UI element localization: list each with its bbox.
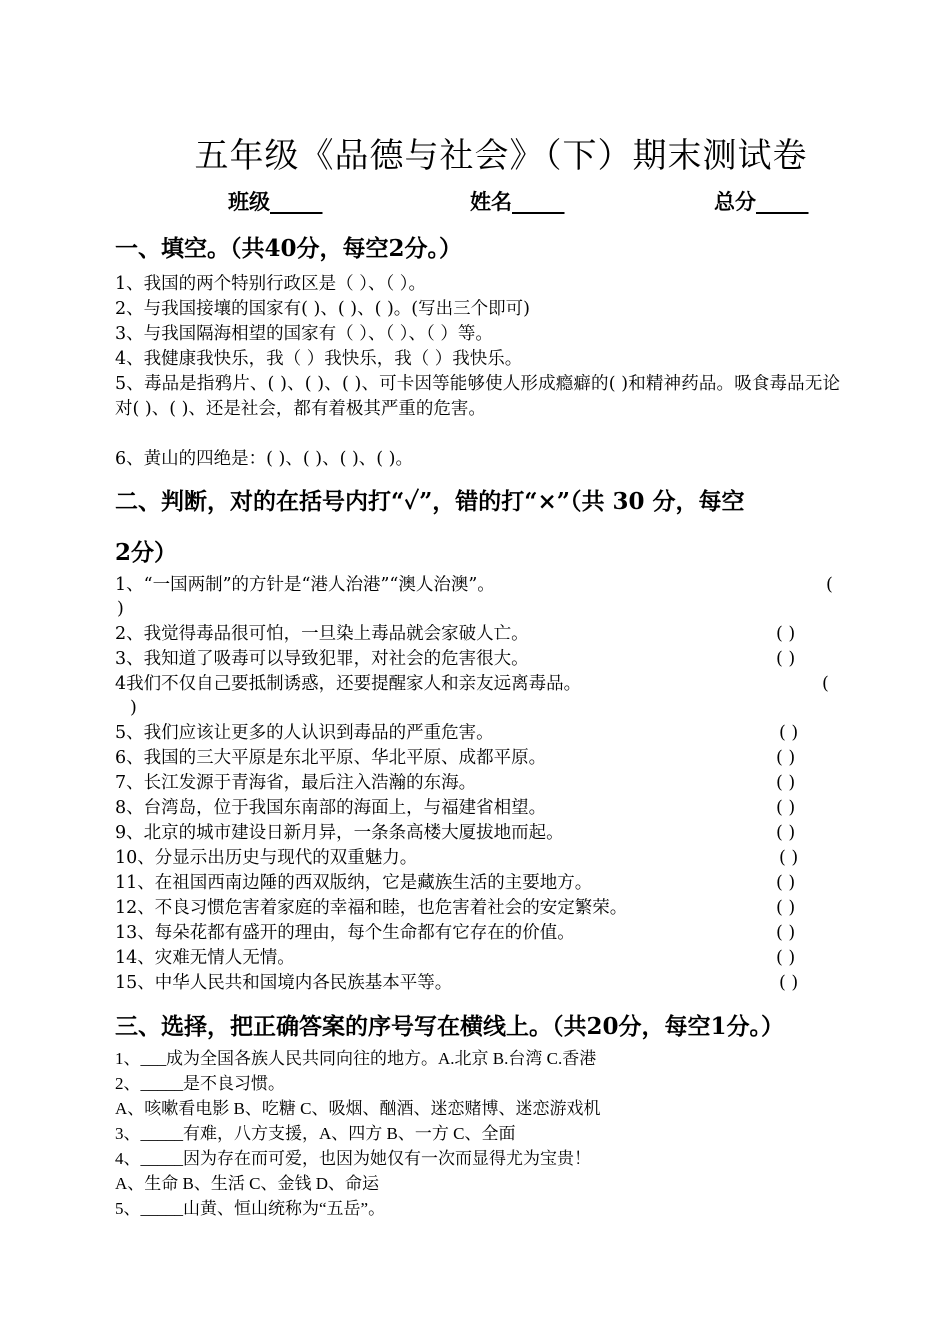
answer-paren: ( ) xyxy=(776,948,796,968)
judge-item: 2、我觉得毒品很可怕，一旦染上毒品就会家破人亡。 xyxy=(115,624,529,644)
section-3-heading: 三、选择，把正确答案的序号写在横线上。（共20分，每空1分。） xyxy=(115,1013,785,1040)
judge-item: 14、灾难无情人无情。 xyxy=(115,948,295,968)
answer-paren-open: ( xyxy=(826,575,833,595)
choice-item: 1、___成为全国各族人民共同向往的地方。A.北京 B.台湾 C.香港 xyxy=(115,1049,597,1068)
judge-item: 9、北京的城市建设日新月异，一条条高楼大厦拔地而起。 xyxy=(115,823,564,843)
choice-item: 5、_____山黄、恒山统称为“五岳”。 xyxy=(115,1199,386,1218)
fill-item: 4、我健康我快乐，我（ ）我快乐，我（ ）我快乐。 xyxy=(115,349,523,369)
section-1-heading: 一、填空。（共40分，每空2分。） xyxy=(115,235,463,262)
choice-item: 4、_____因为存在而可爱，也因为她仅有一次而显得尤为宝贵！ xyxy=(115,1149,591,1168)
score-field-label: 总分_____ xyxy=(714,189,809,214)
section-2-heading-cont: 2分） xyxy=(115,539,178,566)
choice-options: A、咳嗽看电影 B、吃糖 C、吸烟、酗酒、迷恋赌博、迷恋游戏机 xyxy=(115,1099,601,1118)
judge-item: 15、中华人民共和国境内各民族基本平等。 xyxy=(115,973,453,993)
answer-paren: ( ) xyxy=(776,873,796,893)
answer-paren: ( ) xyxy=(776,898,796,918)
judge-item: 10、分显示出历史与现代的双重魅力。 xyxy=(115,848,418,868)
judge-item: 5、我们应该让更多的人认识到毒品的严重危害。 xyxy=(115,723,494,743)
judge-item: 8、台湾岛，位于我国东南部的海面上，与福建省相望。 xyxy=(115,798,547,818)
fill-item: 6、黄山的四绝是：( )、( )、( )、( )。 xyxy=(115,449,414,469)
judge-item: 11、在祖国西南边陲的西双版纳，它是藏族生活的主要地方。 xyxy=(115,873,593,893)
answer-paren: ( ) xyxy=(779,723,799,743)
answer-paren-close: ) xyxy=(130,698,137,718)
choice-item: 2、_____是不良习惯。 xyxy=(115,1074,285,1093)
answer-paren-open: ( xyxy=(822,674,829,694)
class-field-label: 班级_____ xyxy=(228,189,323,214)
answer-paren: ( ) xyxy=(776,624,796,644)
judge-item: 1、“一国两制”的方针是“港人治港”“澳人治澳”。 xyxy=(115,575,495,595)
section-2-heading: 二、判断，对的在括号内打“✓”，错的打“×”（共 30 分，每空 xyxy=(115,488,745,515)
choice-options: A、生命 B、生活 C、金钱 D、命运 xyxy=(115,1174,379,1193)
choice-item: 3、_____有难，八方支援，A、四方 B、一方 C、全面 xyxy=(115,1124,516,1143)
name-field-label: 姓名_____ xyxy=(470,189,565,214)
answer-paren: ( ) xyxy=(779,973,799,993)
fill-item: 1、我国的两个特别行政区是（ ）、（ ）。 xyxy=(115,274,427,294)
judge-item: 6、我国的三大平原是东北平原、华北平原、成都平原。 xyxy=(115,748,547,768)
answer-paren: ( ) xyxy=(779,848,799,868)
answer-paren: ( ) xyxy=(776,798,796,818)
judge-item: 4我们不仅自己要抵制诱惑，还要提醒家人和亲友远离毒品。 xyxy=(115,674,582,694)
answer-paren: ( ) xyxy=(776,773,796,793)
fill-item: 2、与我国接壤的国家有( )、( )、( )。(写出三个即可) xyxy=(115,299,530,319)
judge-item: 7、长江发源于青海省，最后注入浩瀚的东海。 xyxy=(115,773,477,793)
answer-paren-close: ) xyxy=(117,599,124,619)
fill-item: 5、毒品是指鸦片、( )、( )、( )、可卡因等能够使人形成瘾癖的( )和精神药品。吸食毒品无论对( )、( )、还是社会，都有着极其严重的危害。 xyxy=(115,374,840,419)
answer-paren: ( ) xyxy=(776,923,796,943)
answer-paren: ( ) xyxy=(776,823,796,843)
judge-item: 3、我知道了吸毒可以导致犯罪，对社会的危害很大。 xyxy=(115,649,529,669)
answer-paren: ( ) xyxy=(776,649,796,669)
judge-item: 13、每朵花都有盛开的理由，每个生命都有它存在的价值。 xyxy=(115,923,575,943)
fill-item: 3、与我国隔海相望的国家有（ ）、（ ）、（ ）等。 xyxy=(115,324,493,344)
judge-item: 12、不良习惯危害着家庭的幸福和睦，也危害着社会的安定繁荣。 xyxy=(115,898,628,918)
answer-paren: ( ) xyxy=(776,748,796,768)
page-title: 五年级《品德与社会》（下）期末测试卷 xyxy=(194,136,808,176)
